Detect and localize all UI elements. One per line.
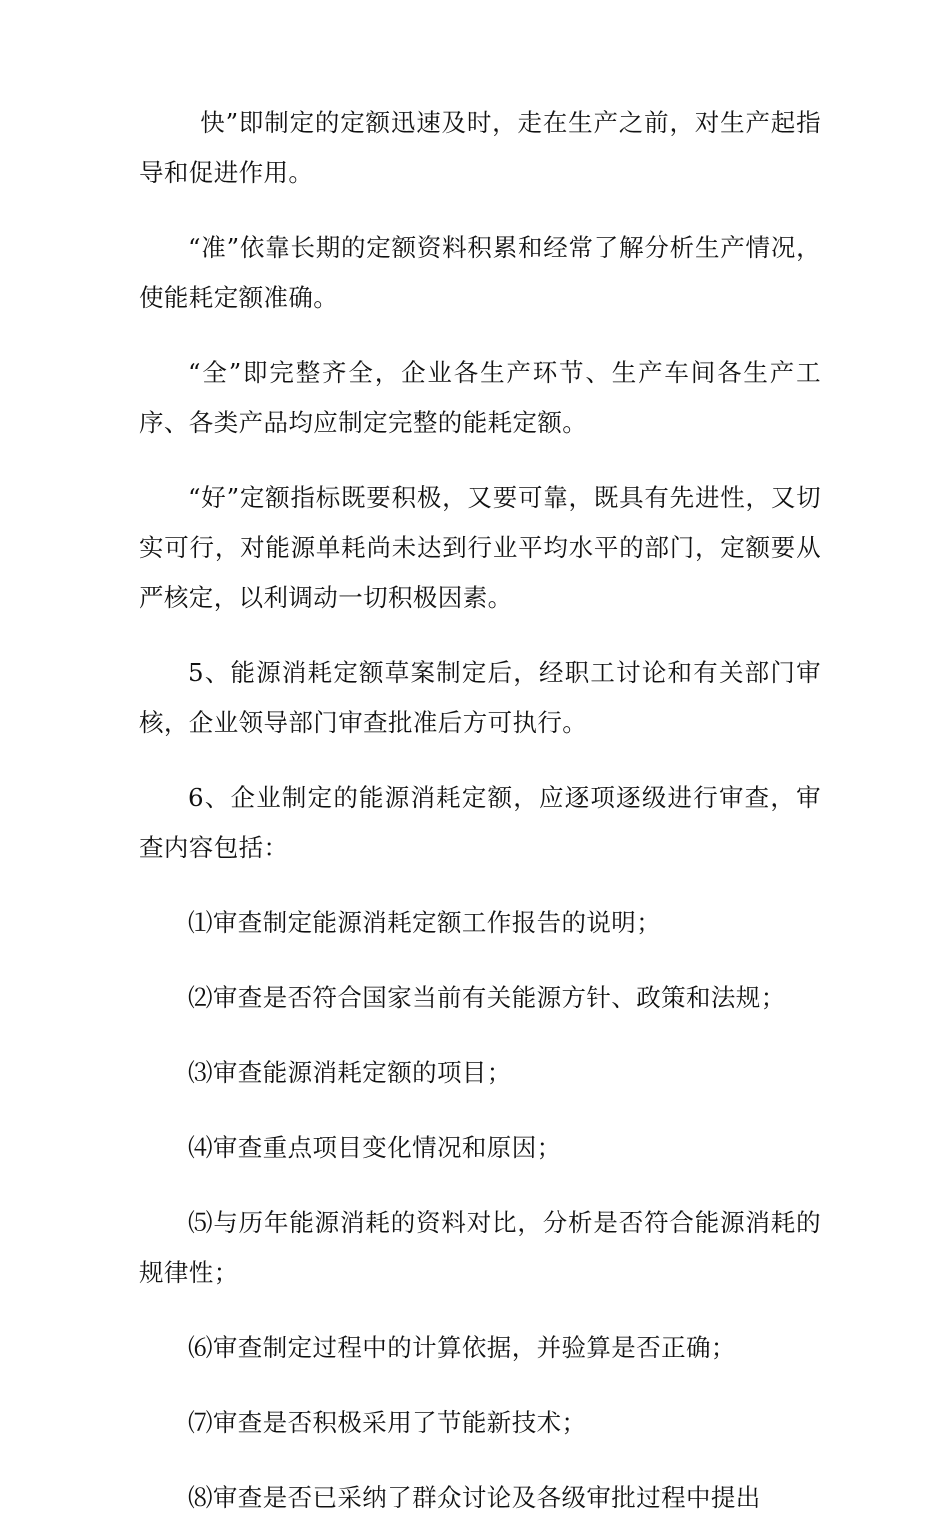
document-page: [139, 98, 821, 1523]
review-item-2: ⑵审查是否符合国家当前有关能源方针、政策和法规；: [188, 983, 786, 1012]
review-item-8: ⑻审查是否已采纳了群众讨论及各级审批过程中提出: [188, 1483, 761, 1512]
review-item-4: ⑷审查重点项目变化情况和原因；: [188, 1133, 562, 1162]
paragraph-completeness: “全”即完整齐全，企业各生产环节、生产车间各生产工序、各类产品均应制定完整的能耗定额。: [139, 358, 821, 437]
review-item-6: ⑹审查制定过程中的计算依据，并验算是否正确；: [188, 1333, 736, 1362]
paragraph-item-5: 5、能源消耗定额草案制定后，经职工讨论和有关部门审核，企业领导部门审查批准后方可执行。: [139, 658, 821, 737]
review-item-5: ⑸与历年能源消耗的资料对比，分析是否符合能源消耗的规律性；: [139, 1208, 821, 1287]
paragraph-quality: “好”定额指标既要积极，又要可靠，既具有先进性，又切实可行，对能源单耗尚未达到行业平均水平的部门，定额要从严核定，以利调动一切积极因素。: [139, 483, 821, 612]
review-item-7: ⑺审查是否积极采用了节能新技术；: [188, 1408, 587, 1437]
paragraph-accuracy: “准”依靠长期的定额资料积累和经常了解分析生产情况，使能耗定额准确。: [139, 233, 821, 312]
review-item-1: ⑴审查制定能源消耗定额工作报告的说明；: [188, 908, 662, 937]
paragraph-speed: 快”即制定的定额迅速及时，走在生产之前，对生产起指导和促进作用。: [139, 108, 821, 187]
paragraph-item-6: 6、企业制定的能源消耗定额，应逐项逐级进行审查，审查内容包括：: [139, 783, 821, 862]
review-item-3: ⑶审查能源消耗定额的项目；: [188, 1058, 512, 1087]
